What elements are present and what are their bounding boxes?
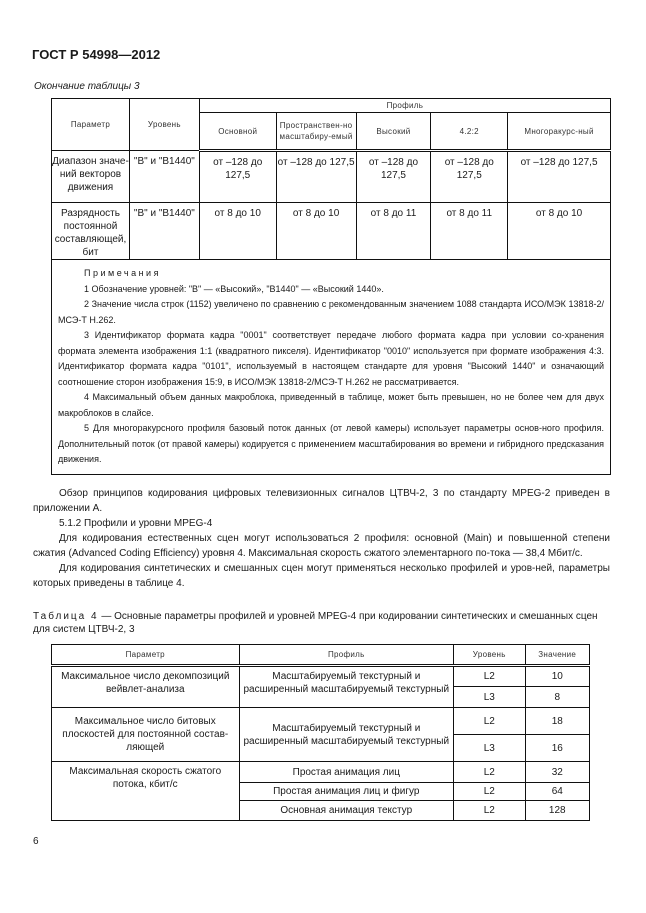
t3-cell-value: от 8 до 10 [199,203,276,260]
t4-cell-value: 10 [525,666,590,687]
table-row [52,666,590,687]
table4-caption-label: Таблица 4 [33,611,99,622]
t3-header-profile-main: Основной [199,113,276,151]
note-item: 2 Значение числа строк (1152) увеличено по сравнению с рекомендованным значением 1088 стандарта ИСО/МЭК 13818-2/МСЭ-Т Н.262. [58,299,604,325]
t4-cell-level: L3 [454,687,525,708]
t4-cell-level: L2 [454,708,525,735]
t3-cell-level: "В" и "В1440" [129,203,199,260]
t4-cell-param: Максимальное число битовых плоскостей для постоянной состав-ляющей [52,708,240,762]
t3-cell-value: от –128 до 127,5 [199,151,276,203]
t3-cell-value: от –128 до 127,5 [276,151,356,203]
t4-cell-profile: Простая анимация лиц [239,762,453,783]
t3-header-level: Уровень [129,99,199,151]
t4-cell-value: 16 [525,735,590,762]
t3-header-profile-422: 4.2:2 [431,113,508,151]
table4-caption-text: — Основные параметры профилей и уровней MPEG-4 при кодировании синтетических и смешанных сцен для систем ЦТВЧ-2, 3 [33,611,598,635]
table-3 [51,98,611,475]
t3-cell-value: от 8 до 10 [276,203,356,260]
notes-title: Примечания [84,268,161,278]
t3-notes [52,260,611,475]
note-item: 1 Обозначение уровней: "В" — «Высокий», "В1440" — «Высокий 1440». [84,283,384,294]
t4-cell-value: 18 [525,708,590,735]
t3-cell-value: от 8 до 10 [508,203,611,260]
t4-cell-value: 8 [525,687,590,708]
t4-cell-param: Максимальное число декомпозиций вейвлет-анализа [52,666,240,708]
t4-cell-profile: Простая анимация лиц и фигур [239,783,453,801]
t4-cell-profile: Масштабируемый текстурный и расширенный масштабируемый текстурный [239,666,453,708]
t3-header-param: Параметр [52,99,130,151]
t3-header-profile-spatial: Пространствен-но масштабиру-емый [276,113,356,151]
paragraph: Для кодирования естественных сцен могут использоваться 2 профиля: основной (Main) и повышенной степени сжатия (Advanced Coding Efficiency) уровня 4. Максимальная скорость сжатого элементарного по-тока — 38,4 Мбит/с. [33,533,610,559]
table4-caption [33,610,613,636]
t4-cell-profile: Основная анимация текстур [239,801,453,821]
note-item: 5 Для многоракурсного профиля базовый поток данных (от левой камеры) использует параметры основ-ного профиля. Дополнительный поток (от правой камеры) кодируется с применением масштабирования во времени и гибридного предсказания движения. [58,423,604,464]
note-item: 3 Идентификатор формата кадра "0001" соответствует передаче любого формата кадра при условии со-хранения формата элемента изображения 1:1 (квадратного пикселя). Идентификатор "0010" используется при формате изображения 4:3. Идентификатор формата кадра "0101", используемый в настоящем стандарте для уровня "Высокий 1440" и означающий соотношение сторон изображения 15:9, в ИСО/МЭК 13818-2/МСЭ-Т Н.262 не рассматривается. [58,330,604,387]
t3-cell-param: Диапазон значе-ний векторов движения [52,151,130,203]
table-row [52,151,611,203]
table-row [52,762,590,783]
document-header: ГОСТ Р 54998—2012 [32,47,161,62]
t3-cell-value: от 8 до 11 [356,203,431,260]
t4-cell-level: L3 [454,735,525,762]
t3-cell-value: от 8 до 11 [431,203,508,260]
t4-cell-profile: Масштабируемый текстурный и расширенный масштабируемый текстурный [239,708,453,762]
paragraph: Обзор принципов кодирования цифровых телевизионных сигналов ЦТВЧ-2, 3 по стандарту MPEG-2 приведен в приложении А. [33,488,610,514]
t3-cell-param: Разрядность постоянной составляющей, бит [52,203,130,260]
t3-header-profile-high: Высокий [356,113,431,151]
table-row [52,203,611,260]
t4-cell-level: L2 [454,762,525,783]
t4-header-profile: Профиль [239,645,453,666]
table3-caption: Окончание таблицы 3 [34,81,140,92]
t4-cell-param: Максимальная скорость сжатого потока, кбит/с [52,762,240,821]
body-text [33,486,610,591]
page-number: 6 [33,836,39,847]
t3-cell-level: "В" и "В1440" [129,151,199,203]
t4-cell-value: 32 [525,762,590,783]
note-item: 4 Максимальный объем данных макроблока, приведенный в таблице, может быть превышен, но не более чем для двух макроблоков в слайсе. [58,392,604,418]
t4-cell-level: L2 [454,801,525,821]
t4-header-level: Уровень [454,645,525,666]
t4-cell-level: L2 [454,666,525,687]
paragraph: Для кодирования синтетических и смешанных сцен могут применяться несколько профилей и уров-ней, параметры которых приведены в таблице 4. [33,563,610,589]
t4-header-param: Параметр [52,645,240,666]
table-notes-row [52,260,611,475]
t4-cell-value: 128 [525,801,590,821]
t4-cell-level: L2 [454,783,525,801]
t4-header-value: Значение [525,645,590,666]
t3-cell-value: от –128 до 127,5 [356,151,431,203]
table-row [52,708,590,735]
section-heading: 5.1.2 Профили и уровни MPEG-4 [59,518,213,529]
t3-header-profile-multiview: Многоракурс-ный [508,113,611,151]
t3-cell-value: от –128 до 127,5 [508,151,611,203]
t3-header-profile: Профиль [199,99,610,113]
t3-cell-value: от –128 до 127,5 [431,151,508,203]
t4-cell-value: 64 [525,783,590,801]
table-4 [51,644,590,821]
